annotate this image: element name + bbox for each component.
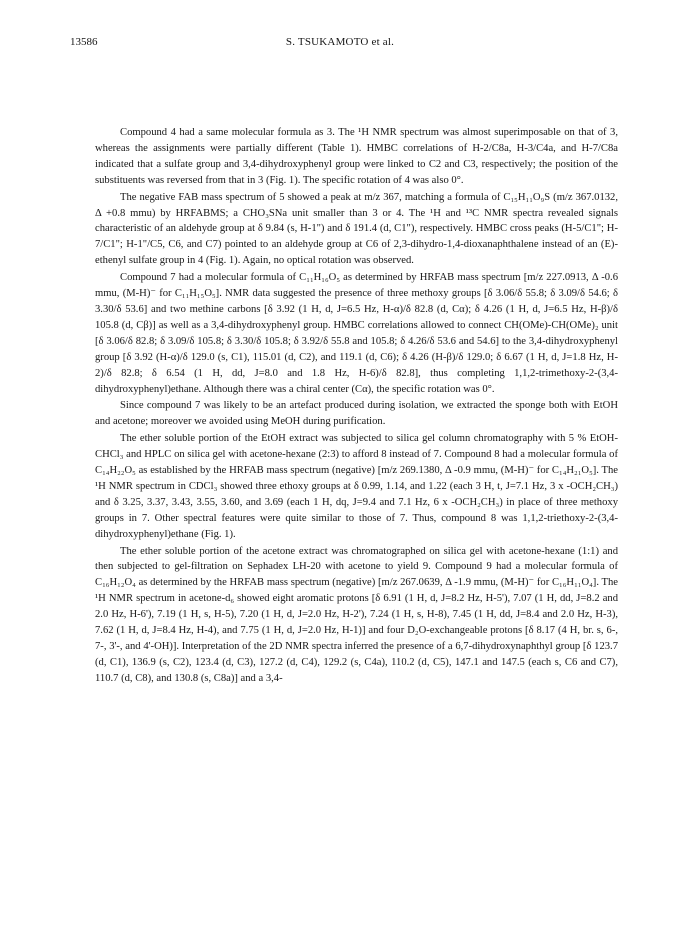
- paragraph-compound-9: The ether soluble portion of the acetone extract was chromatographed on silica gel with acetone-hexane (1:1) and then subjected to gel-filtration on Sephadex LH-20 with acetone to yield 9. Compound 9 had a molecular formula of C₁₆H₁₂O₄ as determined by the HRFAB mass spectrum (negative) [m/z 267.0639, Δ -1.9 mmu, (M-H)⁻ for C₁₆H₁₁O₄]. The ¹H NMR spectrum in acetone-d₆ showed eight aromatic protons [δ 6.91 (1 H, d, J=8.2 Hz, H-5'), 7.07 (1 H, dd, J=8.2 and 2.0 Hz, H-6'), 7.19 (1 H, s, H-5), 7.20 (1 H, d, J=2.0 Hz, H-2'), 7.24 (1 H, s, H-8), 7.45 (1 H, dd, J=8.4 and 2.0 Hz, H-3), 7.62 (1 H, d, J=8.4 Hz, H-4), and 7.75 (1 H, d, J=2.0 Hz, H-1)] and four D₂O-exchangeable protons [δ 8.17 (4 H, br. s, 6-, 7-, 3'-, and 4'-OH)]. Interpretation of the 2D NMR spectra inferred the presence of a 6,7-dihydroxynaphthyl group [δ 123.7 (d, C1), 136.9 (s, C2), 123.4 (d, C3), 127.2 (d, C4), 129.2 (s, C4a), 110.2 (d, C5), 147.1 and 147.5 (each s, C6 and C7), 110.7 (d, C8), and 130.8 (s, C8a)] and a 3,4-: [95, 545, 618, 684]
- paragraph-compound-8: The ether soluble portion of the EtOH extract was subjected to silica gel column chromatography with 5 % EtOH-CHCl₃ and HPLC on silica gel with acetone-hexane (2:3) to afford 8 instead of 7. Compound 8 had a molecular formula of C₁₄H₂₂O₅ as established by the HRFAB mass spectrum (negative) [m/z 269.1380, Δ -0.9 mmu, (M-H)⁻ for C₁₄H₂₁O₅]. The ¹H NMR spectrum in CDCl₃ showed three ethoxy groups at δ 0.99, 1.14, and 1.22 (each 3 H, t, J=7.1 Hz, 3 x -OCH₂CH₃) and δ 3.25, 3.37, 3.43, 3.55, 3.60, and 3.69 (each 1 H, dq, J=9.4 and 7.1 Hz, 6 x -OCH₂CH₃) in place of three methoxy groups in 7. Other spectral features were quite similar to those of 7. Thus, compound 8 was 1,1,2-triethoxy-2-(3,4-dihydroxyphenyl)ethane (Fig. 1).: [95, 433, 618, 540]
- article-body: [95, 125, 618, 687]
- running-title: S. TSUKAMOTO et al.: [285, 36, 395, 48]
- paragraph-compound-7: Compound 7 had a molecular formula of C₁₁H₁₆O₅ as determined by HRFAB mass spectrum [m/z 227.0913, Δ -0.6 mmu, (M-H)⁻ for C₁₁H₁₅O₅]. NMR data suggested the presence of three methoxy groups [δ 3.06/δ 55.8; δ 3.09/δ 54.6; δ 3.30/δ 53.6] and two methine carbons [δ 3.92 (1 H, d, J=6.5 Hz, H-α)/δ 82.8 (d, Cα); δ 4.26 (1 H, d, J=6.5 Hz, H-β)/δ 105.8 (d, Cβ)] as well as a 3,4-dihydroxyphenyl group. HMBC correlations allowed to connect CH(OMe)-CH(OMe)₂ unit [δ 3.06/δ 82.8; δ 3.09/δ 105.8; δ 3.30/δ 105.8; δ 3.92/δ 55.8 and 105.8; δ 4.26/δ 53.6 and 54.6] to the 3,4-dihydroxyphenyl group [δ 3.92 (H-α)/δ 129.0 (s, C1), 115.01 (d, C2), and 119.1 (d, C6); δ 4.26 (H-β)/δ 129.0; δ 6.67 (1 H, d, J=1.8 Hz, H-2)/δ 82.8; δ 6.54 (1 H, dd, J=8.0 and 1.8 Hz, H-6)/δ 82.8], thus completing 1,1,2-trimethoxy-2-(3,4-dihydroxyphenyl)ethane. Although there was a chiral center (Cα), the specific rotation was 0°.: [95, 272, 618, 395]
- paragraph-compound-4: Compound 4 had a same molecular formula as 3. The ¹H NMR spectrum was almost superimposable on that of 3, whereas the assignments were partially different (Table 1). HMBC correlations of H-2/C8a, H-3/C4a, and H-7/C8a indicated that a sulfate group and 3,4-dihydroxyphenyl group were linked to C2 and C3, respectively; the position of the substituents was reversed from that in 3 (Fig. 1). The specific rotation of 4 was also 0°.: [95, 127, 618, 186]
- paragraph-extraction: Since compound 7 was likely to be an artefact produced during isolation, we extracted the sponge both with EtOH and acetone; moreover we avoided using MeOH during purification.: [95, 400, 618, 428]
- running-header: [70, 36, 610, 52]
- page-number: 13586: [70, 36, 98, 48]
- paragraph-compound-5: The negative FAB mass spectrum of 5 showed a peak at m/z 367, matching a formula of C₁₅H₁₁O₉S (m/z 367.0132, Δ +0.8 mmu) by HRFABMS; a CHO₃SNa unit smaller than 3 or 4. The ¹H and ¹³C NMR spectra revealed signals characteristic of an aldehyde group at δ 9.84 (s, H-1") and δ 191.4 (d, C1"), respectively. HMBC cross peaks (H-5/C1"; H-7/C1"; H-1"/C5, C6, and C7) pointed to an aldehyde group at C6 of 2,3-dihydro-1,4-dioxanaphthalene instead of an (E)-ethenyl sulfate group in 4 (Fig. 1). Again, no optical rotation was observed.: [95, 191, 618, 267]
